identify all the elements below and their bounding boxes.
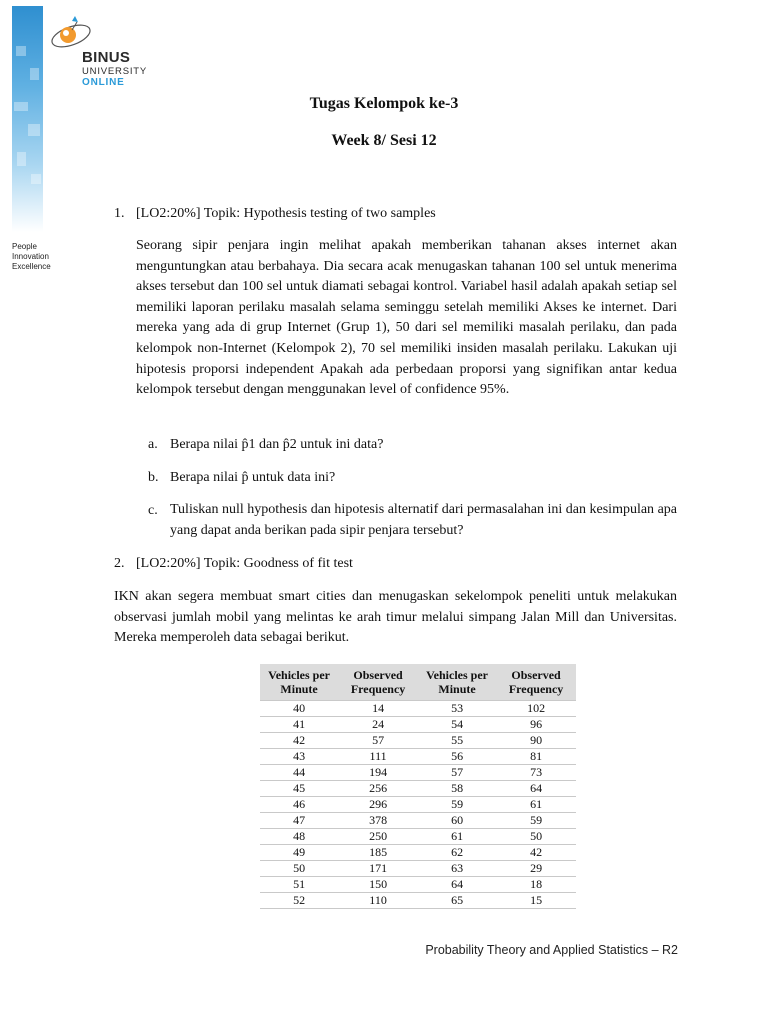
table-cell: 41 bbox=[260, 717, 338, 733]
table-header-cell: Vehicles per Minute bbox=[260, 664, 338, 701]
tagline-line: Innovation bbox=[12, 252, 49, 261]
brand-sub: UNIVERSITY bbox=[82, 66, 148, 77]
table-cell: 54 bbox=[418, 717, 496, 733]
decorative-side-strip bbox=[12, 6, 43, 232]
table-row bbox=[260, 845, 576, 861]
table-cell: 50 bbox=[496, 829, 576, 845]
paragraph-line: insiden masalah perilaku. Lakukan uji hipotesis proporsi independent Apakah ada bbox=[136, 340, 678, 377]
table-cell: 185 bbox=[338, 845, 418, 861]
table-cell: 58 bbox=[418, 781, 496, 797]
table-cell: 111 bbox=[338, 749, 418, 765]
table-cell: 110 bbox=[338, 893, 418, 909]
sub-item-a-label: a. bbox=[148, 437, 158, 452]
table-row bbox=[260, 717, 576, 733]
table-row bbox=[260, 893, 576, 909]
table-cell: 50 bbox=[260, 861, 338, 877]
table-cell: 42 bbox=[260, 733, 338, 749]
table-row bbox=[260, 797, 576, 813]
table-cell: 14 bbox=[338, 701, 418, 717]
tagline-line: People bbox=[12, 242, 37, 251]
paragraph-line: Akses ke internet. Dari mereka yang ada di grup Internet (Grup 1), 50 dari sel memiliki bbox=[136, 299, 677, 336]
table-cell: 53 bbox=[418, 701, 496, 717]
table-cell: 42 bbox=[496, 845, 576, 861]
table-cell: 64 bbox=[418, 877, 496, 893]
table-row bbox=[260, 813, 576, 829]
table-cell: 57 bbox=[418, 765, 496, 781]
table-cell: 43 bbox=[260, 749, 338, 765]
table-cell: 81 bbox=[496, 749, 576, 765]
table-row bbox=[260, 861, 576, 877]
document-subtitle: Week 8/ Sesi 12 bbox=[331, 132, 437, 149]
vehicle-frequency-table bbox=[260, 664, 576, 909]
table-cell: 46 bbox=[260, 797, 338, 813]
sub-item-b-text: Berapa nilai p̂ untuk data ini? bbox=[170, 470, 336, 485]
table-row bbox=[260, 701, 576, 717]
table-cell: 102 bbox=[496, 701, 576, 717]
table-row bbox=[260, 765, 576, 781]
table-cell: 59 bbox=[496, 813, 576, 829]
table-cell: 63 bbox=[418, 861, 496, 877]
paragraph-line: menerima akses tersebut dan 100 sel untuk diamati sebagai kontrol. Variabel hasil adalah bbox=[136, 258, 677, 295]
table-cell: 73 bbox=[496, 765, 576, 781]
table-cell: 49 bbox=[260, 845, 338, 861]
paragraph-line: perbedaan proporsi yang signifikan antar kedua kelompok tersebut dengan menggunakan bbox=[136, 361, 678, 398]
table-cell: 62 bbox=[418, 845, 496, 861]
paragraph-line: apakah setiap sel memiliki laporan perilaku masalah selama seminggu setelah memiliki bbox=[136, 279, 677, 315]
table-cell: 15 bbox=[496, 893, 576, 909]
question-1-title: [LO2:20%] Topik: Hypothesis testing of two samples bbox=[136, 206, 436, 221]
table-row bbox=[260, 877, 576, 893]
table-row bbox=[260, 749, 576, 765]
table-cell: 256 bbox=[338, 781, 418, 797]
table-cell: 47 bbox=[260, 813, 338, 829]
brand-tagline bbox=[12, 242, 72, 272]
table-cell: 52 bbox=[260, 893, 338, 909]
table-cell: 96 bbox=[496, 717, 576, 733]
brand-online: ONLINE bbox=[82, 77, 125, 88]
table-cell: 44 bbox=[260, 765, 338, 781]
tagline-line: Excellence bbox=[12, 262, 51, 271]
page-footer: Probability Theory and Applied Statistics – R2 bbox=[425, 943, 678, 957]
table-cell: 90 bbox=[496, 733, 576, 749]
table-header-cell: Vehicles per Minute bbox=[418, 664, 496, 701]
paragraph-line: level of confidence 95%. bbox=[369, 382, 510, 398]
paragraph-line: menguntungkan atau berbahaya. Dia secara acak menugaskan tahanan 100 sel untuk bbox=[136, 258, 617, 274]
question-1-number: 1. bbox=[114, 206, 125, 221]
question-1-body bbox=[136, 236, 677, 401]
table-cell: 55 bbox=[418, 733, 496, 749]
table-cell: 56 bbox=[418, 749, 496, 765]
question-2-body bbox=[114, 587, 677, 649]
table-cell: 18 bbox=[496, 877, 576, 893]
table-cell: 61 bbox=[496, 797, 576, 813]
table-cell: 296 bbox=[338, 797, 418, 813]
table-row bbox=[260, 733, 576, 749]
table-header-cell: Observed Frequency bbox=[338, 664, 418, 701]
table-cell: 64 bbox=[496, 781, 576, 797]
paragraph-line: dan Universitas. Mereka memperoleh data sebagai berikut. bbox=[114, 609, 677, 646]
question-2-title: [LO2:20%] Topik: Goodness of fit test bbox=[136, 556, 353, 571]
table-cell: 45 bbox=[260, 781, 338, 797]
question-2-number: 2. bbox=[114, 556, 125, 571]
sub-item-a-text: Berapa nilai p̂1 dan p̂2 untuk ini data? bbox=[170, 437, 384, 452]
brand-name: BINUS bbox=[82, 49, 131, 66]
table-cell: 24 bbox=[338, 717, 418, 733]
paragraph-line: IKN akan segera membuat smart cities dan menugaskan sekelompok peneliti untuk bbox=[114, 589, 610, 604]
table-cell: 57 bbox=[338, 733, 418, 749]
table-cell: 150 bbox=[338, 877, 418, 893]
table-cell: 171 bbox=[338, 861, 418, 877]
table-header-row bbox=[260, 664, 576, 701]
document-title: Tugas Kelompok ke-3 bbox=[309, 95, 459, 112]
table-cell: 378 bbox=[338, 813, 418, 829]
table-cell: 51 bbox=[260, 877, 338, 893]
table-row bbox=[260, 829, 576, 845]
paragraph-line: kesimpulan apa yang dapat anda berikan pada sipir penjara tersebut? bbox=[170, 502, 677, 538]
paragraph-line: melakukan observasi jumlah mobil yang melintas ke arah timur melalui simpang Jalan Mill bbox=[114, 589, 677, 625]
binus-logo bbox=[48, 12, 158, 92]
table-row bbox=[260, 781, 576, 797]
table-cell: 59 bbox=[418, 797, 496, 813]
paragraph-line: masalah perilaku, dan pada kelompok non-Internet (Kelompok 2), 70 sel memiliki bbox=[136, 320, 677, 356]
paragraph-line: Tuliskan null hypothesis dan hipotesis alternatif dari permasalahan ini dan bbox=[170, 502, 586, 517]
table-cell: 194 bbox=[338, 765, 418, 781]
table-cell: 48 bbox=[260, 829, 338, 845]
paragraph-line: Seorang sipir penjara ingin melihat apakah memberikan tahanan akses internet akan bbox=[136, 238, 677, 253]
sub-item-b-label: b. bbox=[148, 470, 159, 485]
table-cell: 250 bbox=[338, 829, 418, 845]
sub-item-c-label: c. bbox=[148, 503, 158, 518]
sub-item-c-text bbox=[170, 500, 677, 541]
table-header-cell: Observed Frequency bbox=[496, 664, 576, 701]
table-cell: 65 bbox=[418, 893, 496, 909]
table-cell: 40 bbox=[260, 701, 338, 717]
table-cell: 29 bbox=[496, 861, 576, 877]
table-cell: 61 bbox=[418, 829, 496, 845]
table-cell: 60 bbox=[418, 813, 496, 829]
